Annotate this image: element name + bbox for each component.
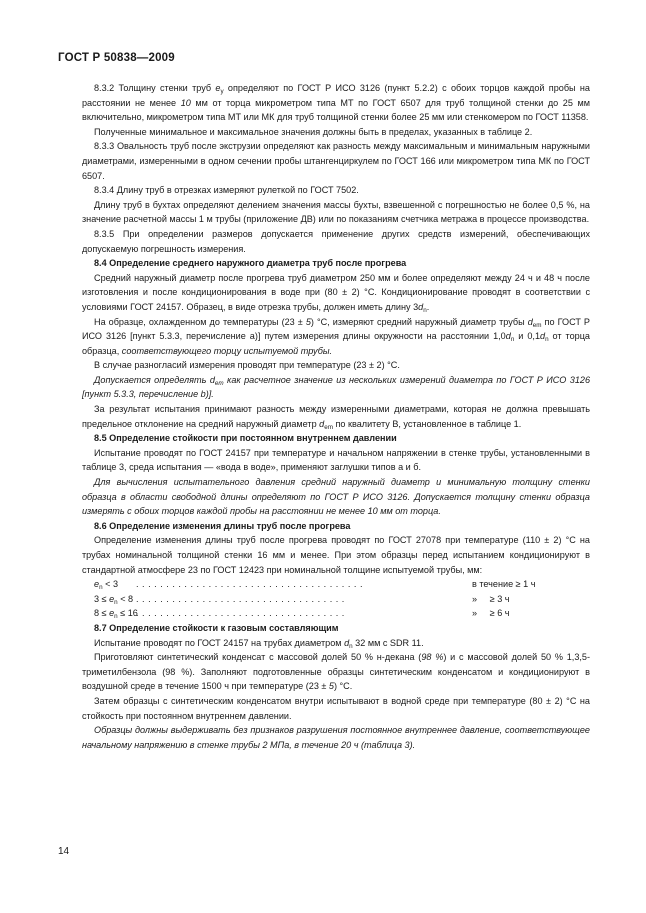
page-header-title: ГОСТ Р 50838—2009 [58,52,175,64]
paragraph: Средний наружный диаметр после прогрева труб диаметром 250 мм и более определяют между 24 ч и 48 ч после изготовления и после кондиционирования в воде при (80 ± 2) °С. Кондиционирование проводят в соответствии с условиями ГОСТ 24157. Образец, в виде отрезка трубы, должен иметь длину $3d_n$. [82,272,590,314]
paragraph: Испытание проводят по ГОСТ 24157 при температуре и начальном напряжении в стенке трубы, установленными в таблице 3, среда испытания — «вода в воде», применяют заглушки типов а и б. [82,447,590,473]
paragraph: За результат испытания принимают разность между измеренными диаметрами, которая не должна превышать предельное отклонение на средний наружный диаметр $d_{em}$ по квалитету В, установленное в таблице 1. [82,404,590,431]
paragraph: Испытание проводят по ГОСТ 24157 на трубах диаметром $d_n$ 32 мм с SDR 11. [94,637,424,650]
section-heading-8-4: 8.4 Определение среднего наружного диаметра труб после прогрева [94,258,407,269]
paragraph: Определение изменения длины труб после прогрева проводят по ГОСТ 27078 при температуре (110 ± 2) °С на трубах номинальной толщиной стенки 16 мм и менее. При этом образцы перед испытанием кондиционируют в стандартной атмосфере 23 по ГОСТ 12423 при номинальной толщине испытуемой трубы, мм: [82,535,590,575]
section-heading-8-5: 8.5 Определение стойкости при постоянном внутреннем давлении [94,433,397,444]
paragraph-8-3-3: 8.3.3 Овальность труб после экструзии определяют как разность между максимальным и минимальным наружными диаметрами, измеренными в одном сечении пробы штангенциркулем по ГОСТ 166 или микрометром типа МК по ГОСТ 6507. [82,141,590,181]
section-heading-8-7: 8.7 Определение стойкости к газовым составляющим [94,622,339,633]
body-text [82,81,590,752]
list-item: $8 \le e_n \le 16$ . . . . . . . . . . . . . . . . . . . . . . . . . . . . . . . . . . . » ≥ 6 ч [94,608,510,621]
paragraph-8-3-4: 8.3.4 Длину труб в отрезках измеряют рулеткой по ГОСТ 7502. [94,185,359,196]
paragraph: Полученные минимальное и максимальное значения должны быть в пределах, указанных в таблице 2. [94,126,533,137]
paragraph-italic: Образцы должны выдерживать без признаков разрушения постоянное внутреннее давление, соответствующее начальному напряжению в стенке трубы 2 МПа, в течение 20 ч (таблица 3). [82,725,590,750]
paragraph: В случае разногласий измерения проводят при температуре (23 ± 2) °С. [94,360,400,371]
list-item: $3 \le e_n < 8$ . . . . . . . . . . . . . . . . . . . . . . . . . . . . . . . . . . . » ≥ 3 ч [94,593,510,606]
paragraph-8-3-5: 8.3.5 При определении размеров допускается применение других средств измерений, обеспечивающих допускаемую погрешность измерения. [82,228,590,254]
paragraph: Затем образцы с синтетическим конденсатом внутри испытывают в водной среде при температуре (80 ± 2) °С на стойкость при постоянном внутреннем давлении. [82,695,590,721]
paragraph-italic: Допускается определять $d_{em}$ как расчетное значение из нескольких измерений диаметра по ГОСТ Р ИСО 3126 [пункт 5.3.3, перечисление b)]. [82,374,591,400]
paragraph-italic: Для вычисления испытательного давления средний наружный диаметр и минимальную толщину стенки образца в области свободной длины определяют по ГОСТ Р ИСО 3126. Допускается толщину стенки образца измерять с обоих торцов каждой пробы на расстоянии не менее 10 мм от торца. [82,477,590,517]
paragraph-8-3-2: 8.3.2 Толщину стенки труб $e_y$ определяют по ГОСТ Р ИСО 3126 (пункт 5.2.2) с обоих торцов каждой пробы на расстоянии не менее 10 мм от торца микрометром типа МТ по ГОСТ 6507 для труб толщиной стенки до 25 мм включительно, микрометром типа МТ или МК для труб толщиной стенки более 25 мм или стенкомером по ГОСТ 11358. [82,83,590,123]
section-heading-8-6: 8.6 Определение изменения длины труб после прогрева [94,520,351,531]
paragraph: Длину труб в бухтах определяют делением значения массы бухты, взвешенной с погрешностью не более 0,5 %, на значение расчетной массы 1 м трубы (приложение ДВ) или по показаниям счетчика метража в процессе производства. [82,199,590,225]
conditioning-time-list [82,577,590,621]
paragraph: На образце, охлажденном до температуры (23 ± 5) °С, измеряют средний наружный диаметр трубы $d_{em}$ по ГОСТ Р ИСО 3126 [пункт 5.3.3, перечисление а)] путем измерения длины окружности на расстоянии $1,0d_n$ и $0,1d_n$ от торца образца, соответствующего торцу испытуемой трубы. [82,316,590,356]
page-number: 14 [58,846,70,857]
list-item: $e_n < 3$ . . . . . . . . . . . . . . . . . . . . . . . . . . . . . . . . . . . . . . в течение ≥ 1 ч [94,579,536,592]
paragraph: Приготовляют синтетический конденсат с массовой долей 50 % н-декана (98 %) и с массовой долей 50 % 1,3,5-триметилбензола (98 %). Заполняют подготовленные образцы синтетическим конденсатом и кондиционируют в воздушной среде в течение 1500 ч при температуре (23 ± 5) °С. [82,652,590,692]
